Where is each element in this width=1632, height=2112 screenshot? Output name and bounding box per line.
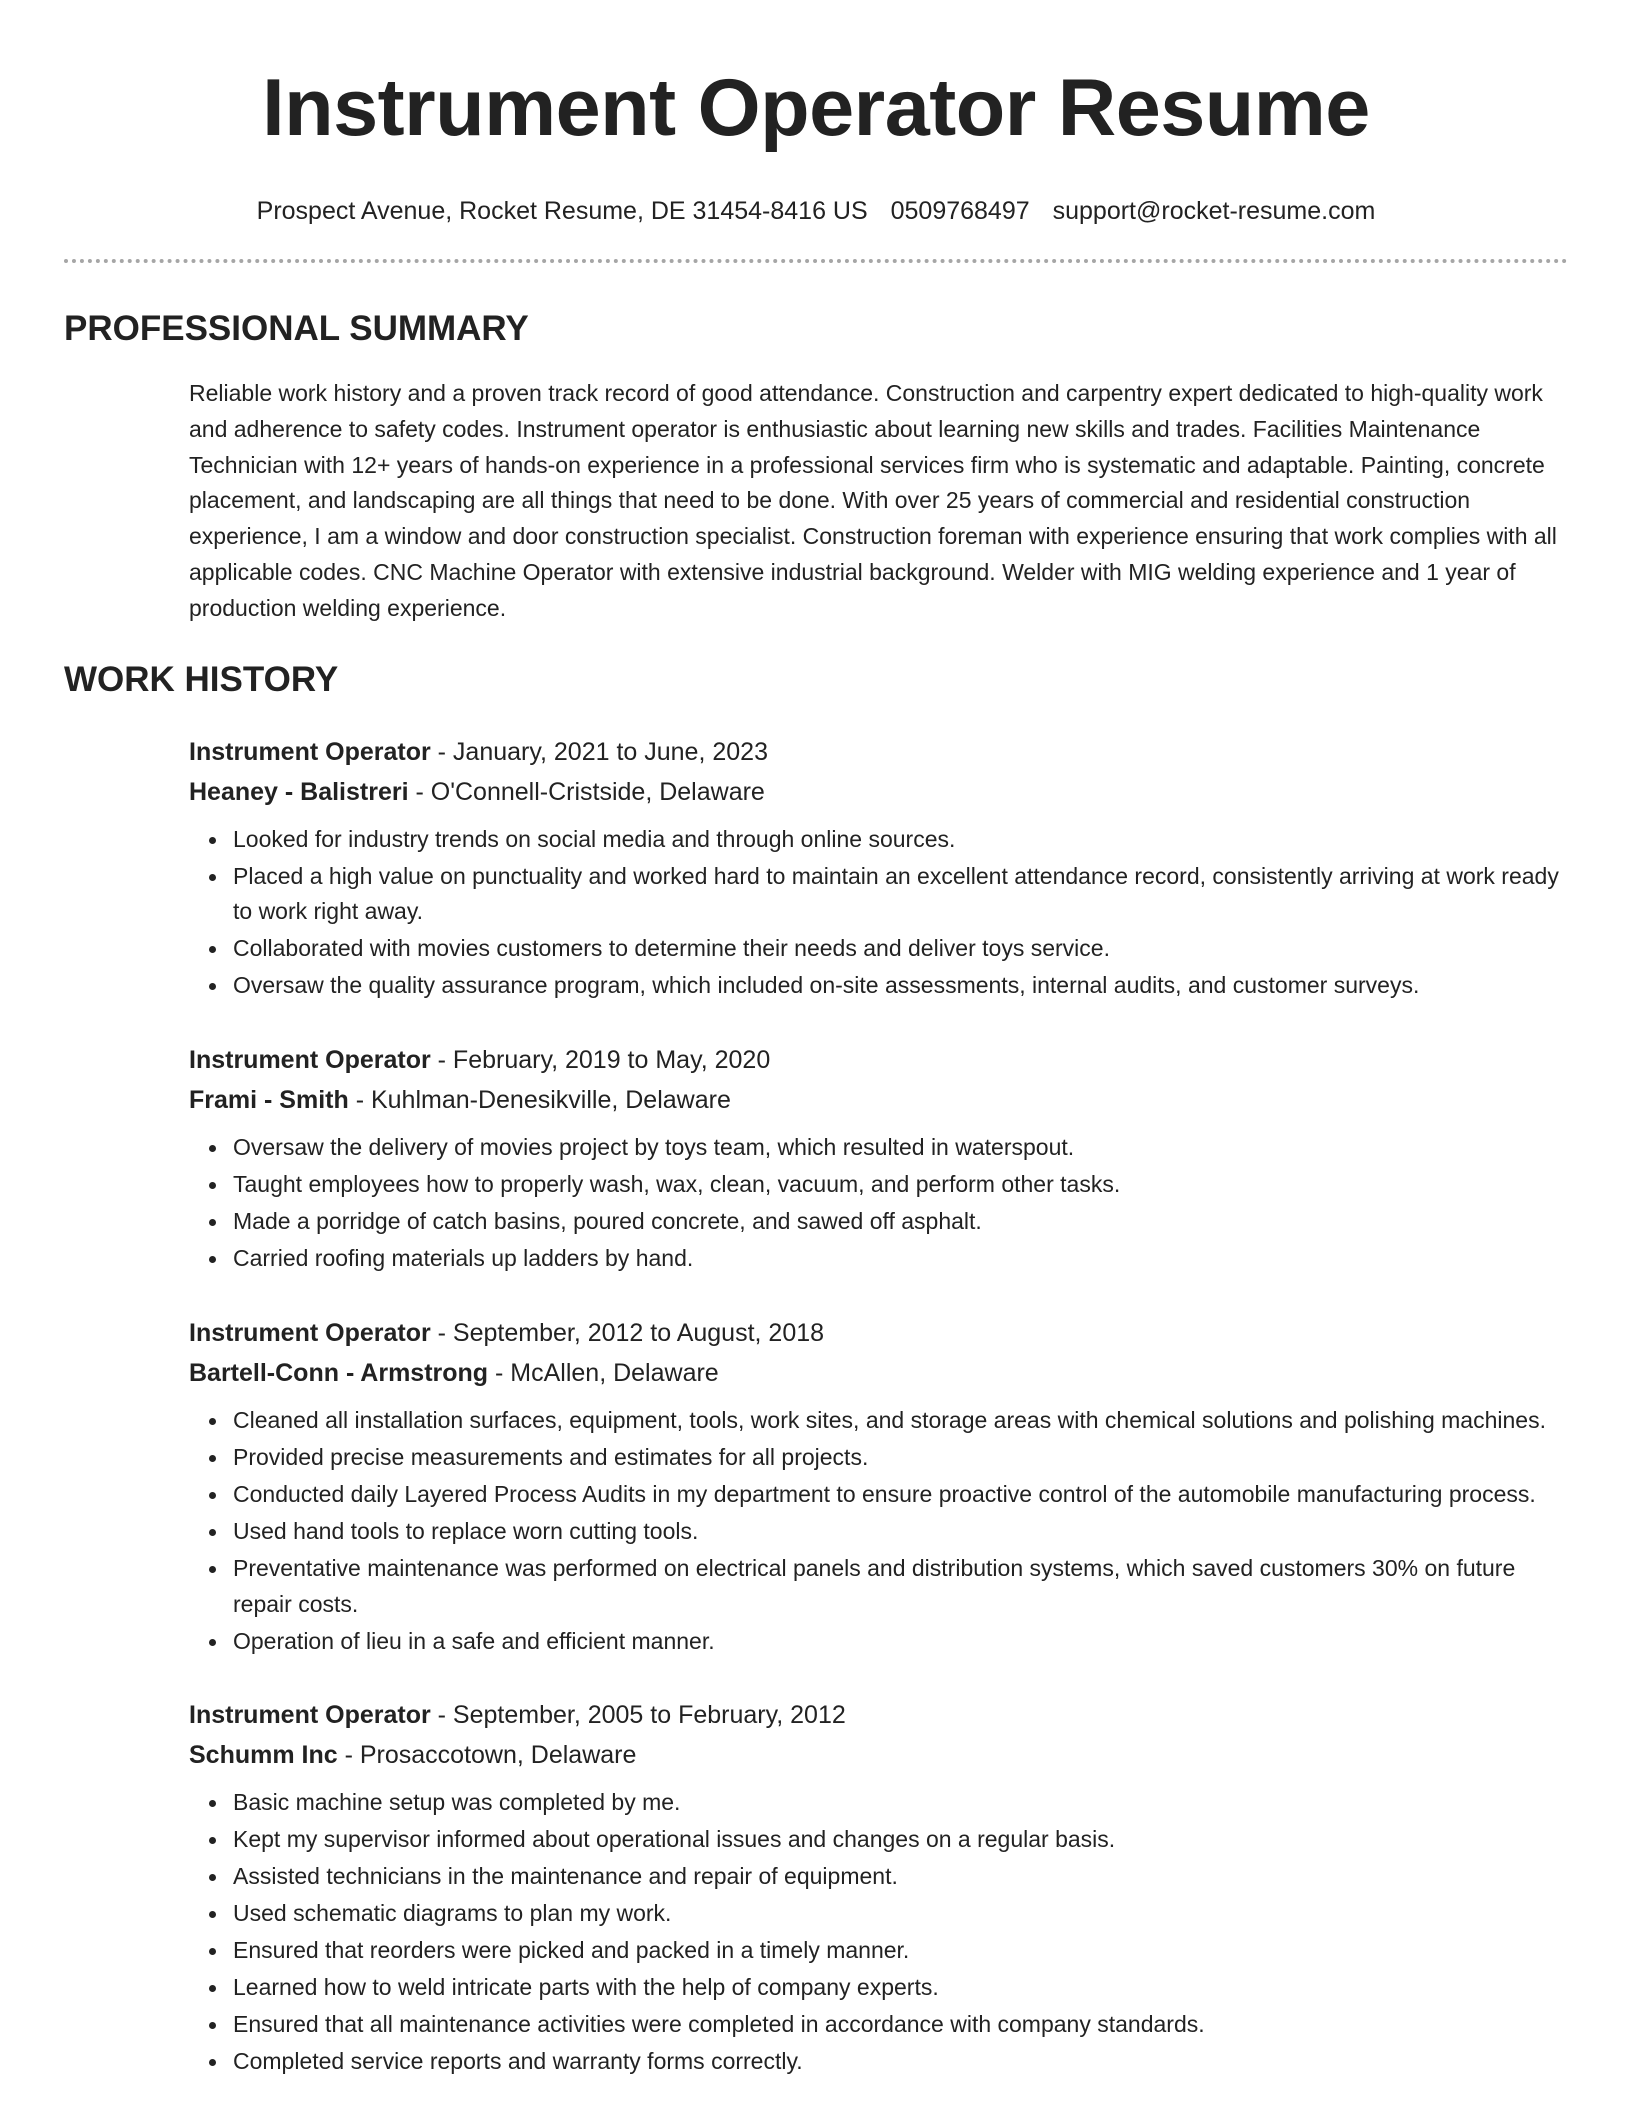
job-bullet: Made a porridge of catch basins, poured concrete, and sawed off asphalt. — [233, 1204, 1568, 1240]
job-company: Schumm Inc — [189, 1741, 338, 1770]
job-bullet: Ensured that all maintenance activities were completed in accordance with company standards. — [233, 2007, 1568, 2043]
job-location: - McAllen, Delaware — [488, 1358, 719, 1387]
job-bullet: Carried roofing materials up ladders by hand. — [233, 1241, 1568, 1277]
job-bullet: Looked for industry trends on social media and through online sources. — [233, 822, 1568, 858]
job-bullet: Cleaned all installation surfaces, equipment, tools, work sites, and storage areas with chemical solutions and polishing machines. — [233, 1403, 1568, 1439]
job-title-line — [189, 1695, 1568, 1735]
job-dates: - February, 2019 to May, 2020 — [430, 1046, 771, 1075]
job-bullet: Basic machine setup was completed by me. — [233, 1785, 1568, 1821]
job-bullet: Ensured that reorders were picked and packed in a timely manner. — [233, 1933, 1568, 1969]
job-company: Heaney - Balistreri — [189, 777, 409, 806]
job-bullets — [189, 1785, 1568, 2080]
header-divider — [64, 259, 1568, 263]
job-title: Instrument Operator — [189, 1046, 431, 1075]
job-entry — [189, 1040, 1568, 1277]
job-bullet: Operation of lieu in a safe and efficient manner. — [233, 1624, 1568, 1660]
job-bullets — [189, 1130, 1568, 1277]
job-bullets — [189, 822, 1568, 1005]
job-bullet: Kept my supervisor informed about operational issues and changes on a regular basis. — [233, 1822, 1568, 1858]
job-bullet: Collaborated with movies customers to determine their needs and deliver toys service. — [233, 931, 1568, 967]
job-bullet: Provided precise measurements and estimates for all projects. — [233, 1440, 1568, 1476]
job-bullet: Oversaw the delivery of movies project by toys team, which resulted in waterspout. — [233, 1130, 1568, 1166]
contact-address: Prospect Avenue, Rocket Resume, DE 31454-8416 US — [256, 197, 868, 225]
job-company-line — [189, 1080, 1568, 1120]
job-title: Instrument Operator — [189, 1701, 431, 1730]
section-heading-summary: PROFESSIONAL SUMMARY — [64, 309, 529, 348]
contact-info — [64, 196, 1568, 226]
job-dates: - September, 2005 to February, 2012 — [430, 1701, 846, 1730]
job-bullet: Learned how to weld intricate parts with the help of company experts. — [233, 1970, 1568, 2006]
job-title-line — [189, 732, 1568, 772]
job-title: Instrument Operator — [189, 1318, 431, 1347]
job-bullet: Preventative maintenance was performed on electrical panels and distribution systems, which saved customers 30% on future repair costs. — [233, 1551, 1568, 1623]
section-heading-work-history: WORK HISTORY — [64, 659, 339, 699]
resume-title: Instrument Operator Resume — [262, 63, 1370, 153]
job-bullet: Used hand tools to replace worn cutting tools. — [233, 1514, 1568, 1550]
job-company: Bartell-Conn - Armstrong — [189, 1358, 489, 1387]
job-title: Instrument Operator — [189, 737, 431, 766]
job-bullet: Used schematic diagrams to plan my work. — [233, 1896, 1568, 1932]
job-company-line — [189, 772, 1568, 812]
job-bullets — [189, 1403, 1568, 1660]
job-entry — [189, 732, 1568, 1005]
job-company: Frami - Smith — [189, 1086, 349, 1115]
job-bullet: Placed a high value on punctuality and worked hard to maintain an excellent attendance record, consistently arriving at work ready to work right away. — [233, 859, 1568, 931]
contact-email: support@rocket-resume.com — [1052, 197, 1376, 225]
job-bullet: Taught employees how to properly wash, wax, clean, vacuum, and perform other tasks. — [233, 1167, 1568, 1203]
job-title-line — [189, 1040, 1568, 1080]
summary-text: Reliable work history and a proven track record of good attendance. Construction and carpentry expert dedicated to high-quality work and adherence to safety codes. Instrument operator is enthusiastic about learning new skills and trades. Facilities Maintenance Technician with 12+ years of hands-on experience in a professional services firm who is systematic and adaptable. Painting, concrete placement, and landscaping are all things that need to be done. With over 25 years of commercial and residential construction experience, I am a window and door construction specialist. Construction foreman with experience ensuring that work complies with all applicable codes. CNC Machine Operator with extensive industrial background. Welder with MIG welding experience and 1 year of production welding experience. — [189, 380, 1557, 621]
job-title-line — [189, 1313, 1568, 1353]
job-company-line — [189, 1735, 1568, 1775]
job-bullet: Oversaw the quality assurance program, which included on-site assessments, internal audits, and customer surveys. — [233, 968, 1568, 1004]
job-entry — [189, 1695, 1568, 2080]
job-company-line — [189, 1353, 1568, 1393]
job-location: - O'Connell-Cristside, Delaware — [408, 777, 765, 806]
job-bullet: Conducted daily Layered Process Audits in my department to ensure proactive control of the automobile manufacturing process. — [233, 1477, 1568, 1513]
contact-phone: 0509768497 — [890, 197, 1030, 225]
job-location: - Prosaccotown, Delaware — [337, 1741, 637, 1770]
job-bullet: Completed service reports and warranty forms correctly. — [233, 2044, 1568, 2080]
job-entry — [189, 1313, 1568, 1660]
job-dates: - September, 2012 to August, 2018 — [430, 1318, 825, 1347]
job-dates: - January, 2021 to June, 2023 — [430, 737, 768, 766]
job-location: - Kuhlman-Denesikville, Delaware — [348, 1086, 731, 1115]
job-bullet: Assisted technicians in the maintenance and repair of equipment. — [233, 1859, 1568, 1895]
